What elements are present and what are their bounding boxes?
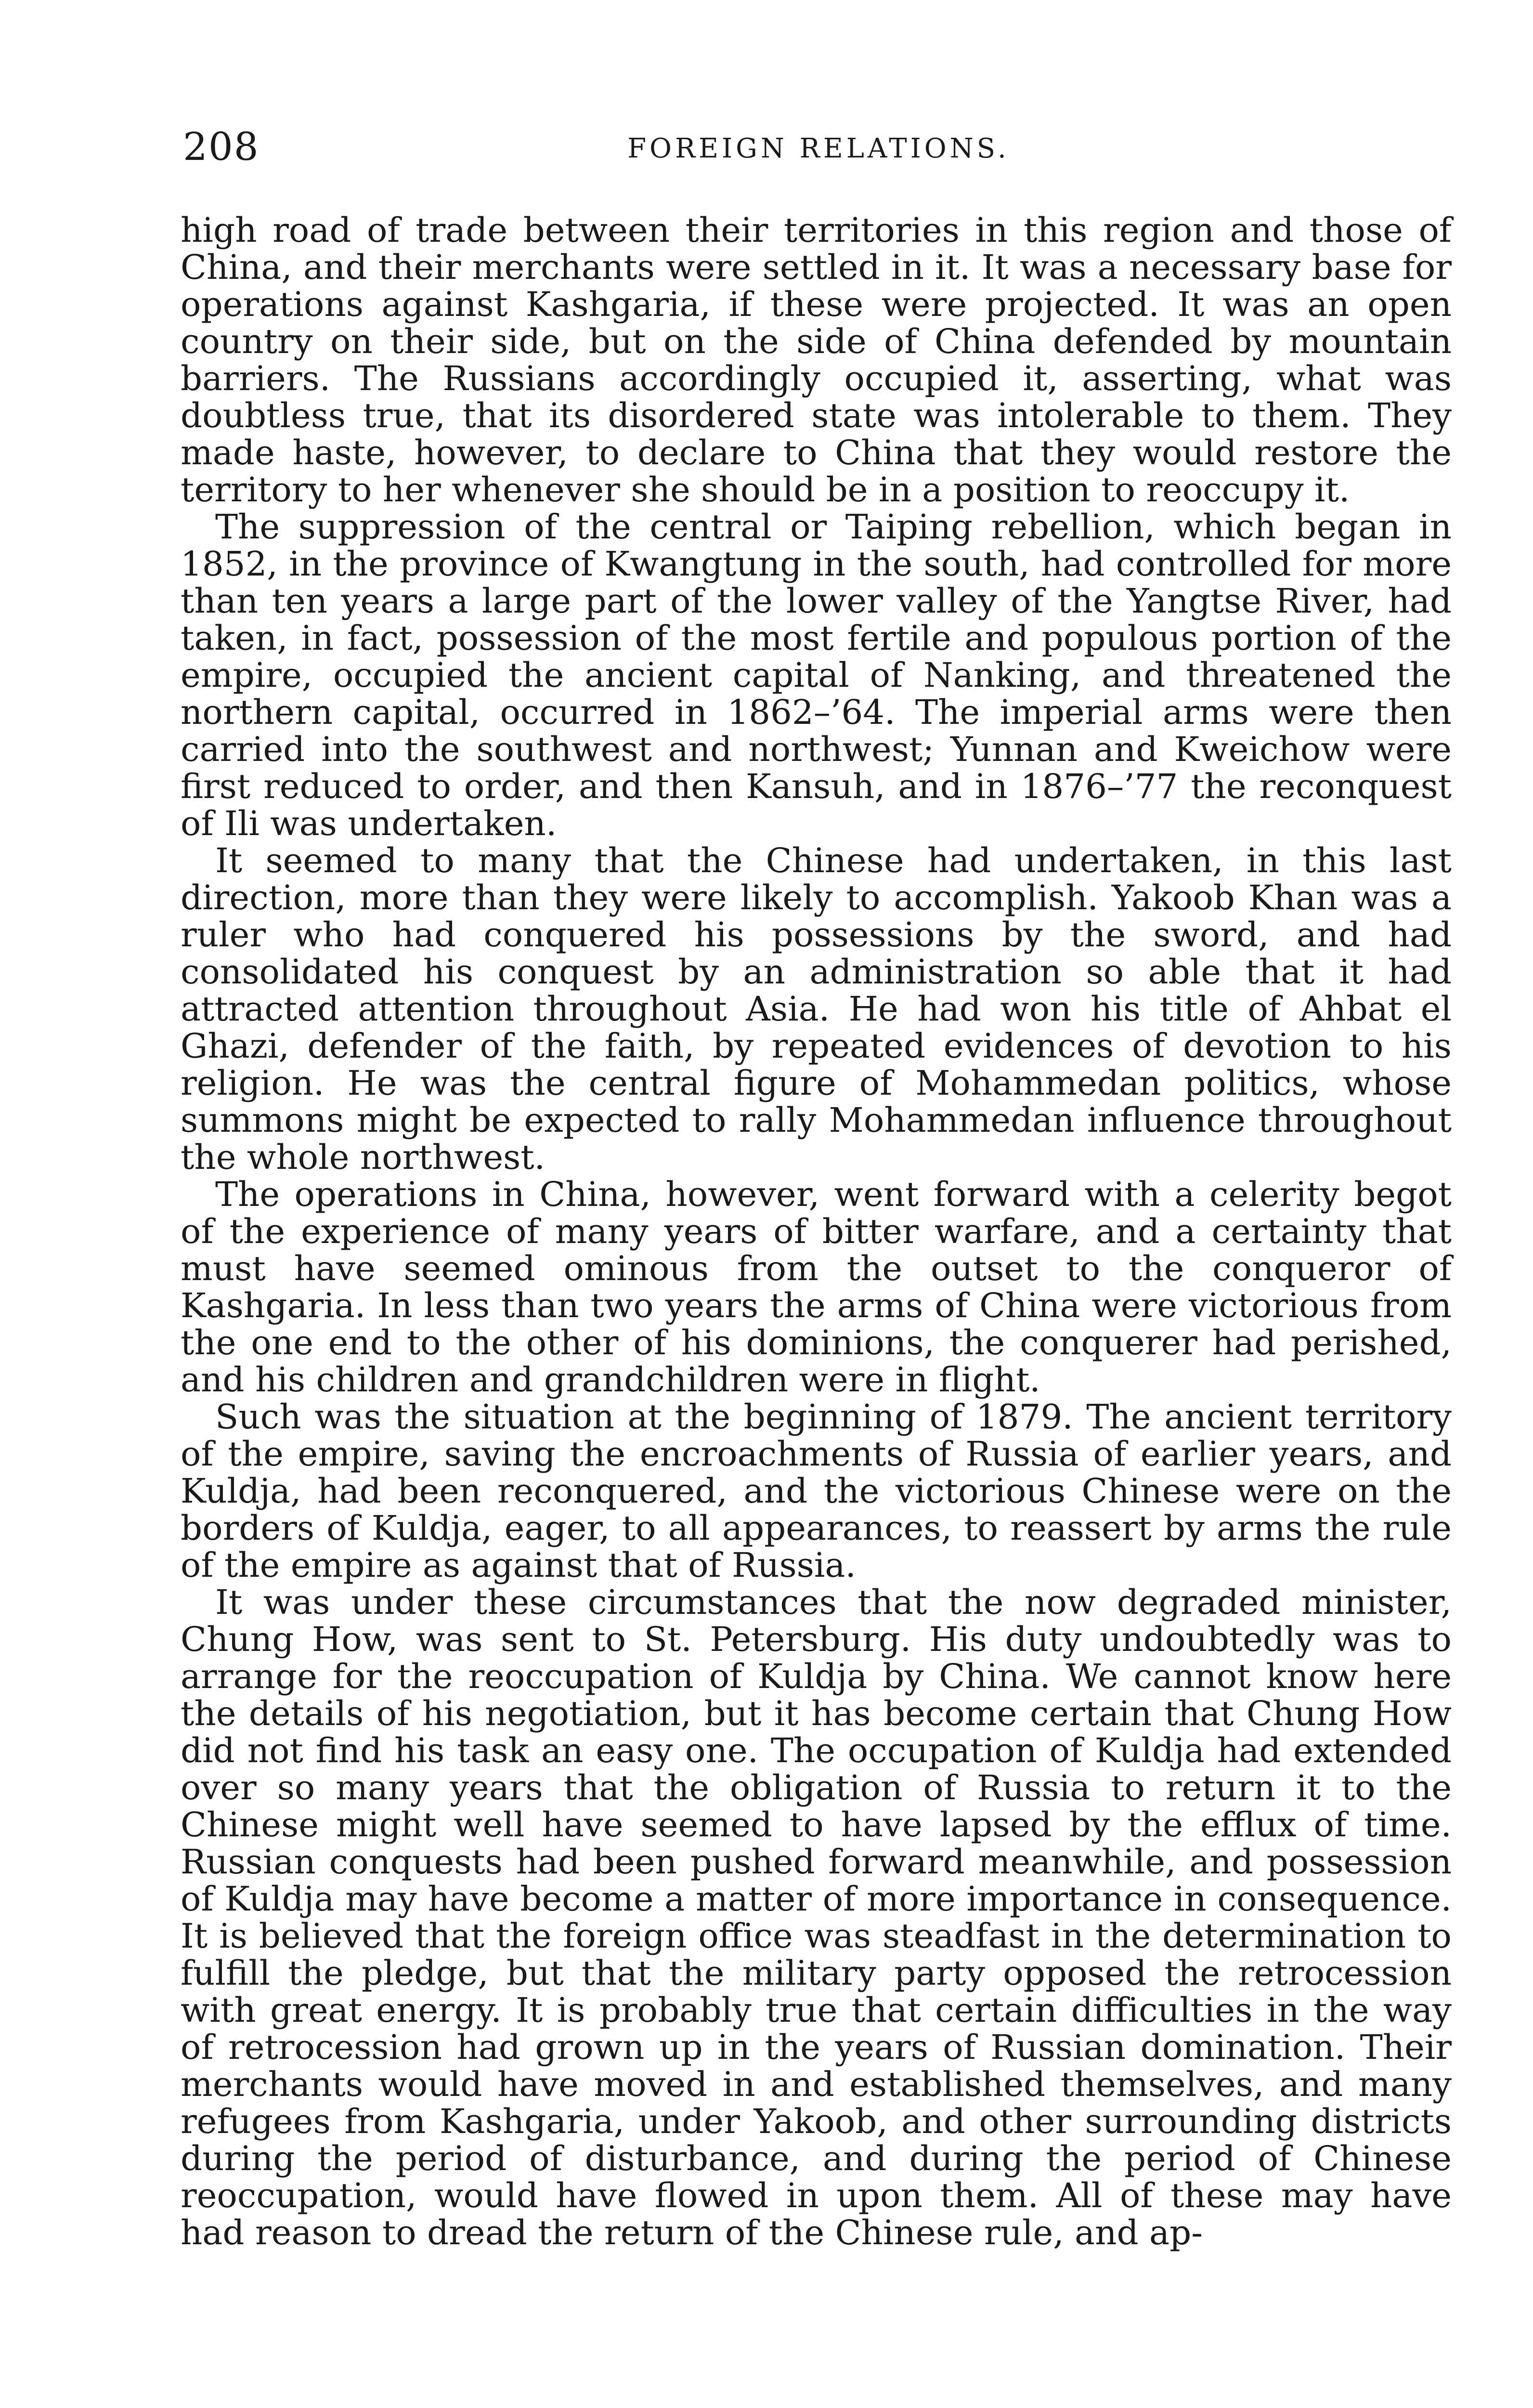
paragraph: It seemed to many that the Chinese had undertaken, in this last direction, more than they were likely to accomplish. Yakoob Khan was a ruler who had conquered his possessions by the sword, and had consolidated his conquest by an administration so able that it had attracted attention throughout Asia. He had won his title of Ahbat el Ghazi, defender of the faith, by repeated evidences of devotion to his religion. He was the central figure of Mohammedan politics, whose summons might be expected to rally Mohammedan influence throughout the whole northwest.: [181, 841, 1452, 1177]
paragraph: The operations in China, however, went forward with a celerity begot of the experience of many years of bitter warfare, and a certainty that must have seemed ominous from the outset to the conqueror of Kashgaria. In less than two years the arms of China were victorious from the one end to the other of his dominions, the conquerer had perished, and his children and grandchildren were in flight.: [181, 1175, 1452, 1400]
paragraph: high road of trade between their territories in this region and those of China, and their merchants were settled in it. It was a necessary base for operations against Kashgaria, if these were projected. It was an open country on their side, but on the side of China defended by mountain barriers. The Russians accordingly occupied it, asserting, what was doubtless true, that its disordered state was intolerable to them. They made haste, however, to declare to China that they would restore the territory to her whenever she should be in a position to reoccupy it.: [181, 210, 1452, 510]
body-text: [181, 212, 1452, 2251]
page-number: 208: [183, 124, 260, 169]
running-title: FOREIGN RELATIONS.: [627, 133, 1010, 164]
paragraph: Such was the situation at the beginning of 1879. The ancient territory of the empire, saving the encroachments of Russia of earlier years, and Kuldja, had been reconquered, and the victorious Chinese were on the borders of Kuldja, eager, to all appearances, to reassert by arms the rule of the empire as against that of Russia.: [181, 1397, 1452, 1585]
paragraph: It was under these circumstances that the now degraded minister, Chung How, was sent to St. Petersburg. His duty undoubtedly was to arrange for the reoccupation of Kuldja by China. We cannot know here the details of his negotiation, but it has become certain that Chung How did not find his task an easy one. The occupation of Kuldja had extended over so many years that the obligation of Russia to return it to the Chinese might well have seemed to have lapsed by the efflux of time. Russian conquests had been pushed forward meanwhile, and possession of Kuldja may have become a matter of more importance in consequence. It is believed that the foreign office was steadfast in the determination to fulfill the pledge, but that the military party opposed the retrocession with great energy. It is probably true that certain difficulties in the way of retrocession had grown up in the years of Russian domination. Their merchants would have moved in and established themselves, and many refugees from Kashgaria, under Yakoob, and other surrounding districts during the period of disturbance, and during the period of Chinese reoccupation, would have flowed in upon them. All of these may have had reason to dread the return of the Chinese rule, and ap-: [181, 1583, 1452, 2252]
paragraph: The suppression of the central or Taiping rebellion, which began in 1852, in the province of Kwangtung in the south, had controlled for more than ten years a large part of the lower valley of the Yangtse River, had taken, in fact, possession of the most fertile and populous portion of the empire, occupied the ancient capital of Nanking, and threatened the northern capital, occurred in 1862–’64. The imperial arms were then carried into the southwest and northwest; Yunnan and Kweichow were first reduced to order, and then Kansuh, and in 1876–’77 the reconquest of Ili was undertaken.: [181, 507, 1452, 843]
page-header: [183, 123, 1454, 176]
